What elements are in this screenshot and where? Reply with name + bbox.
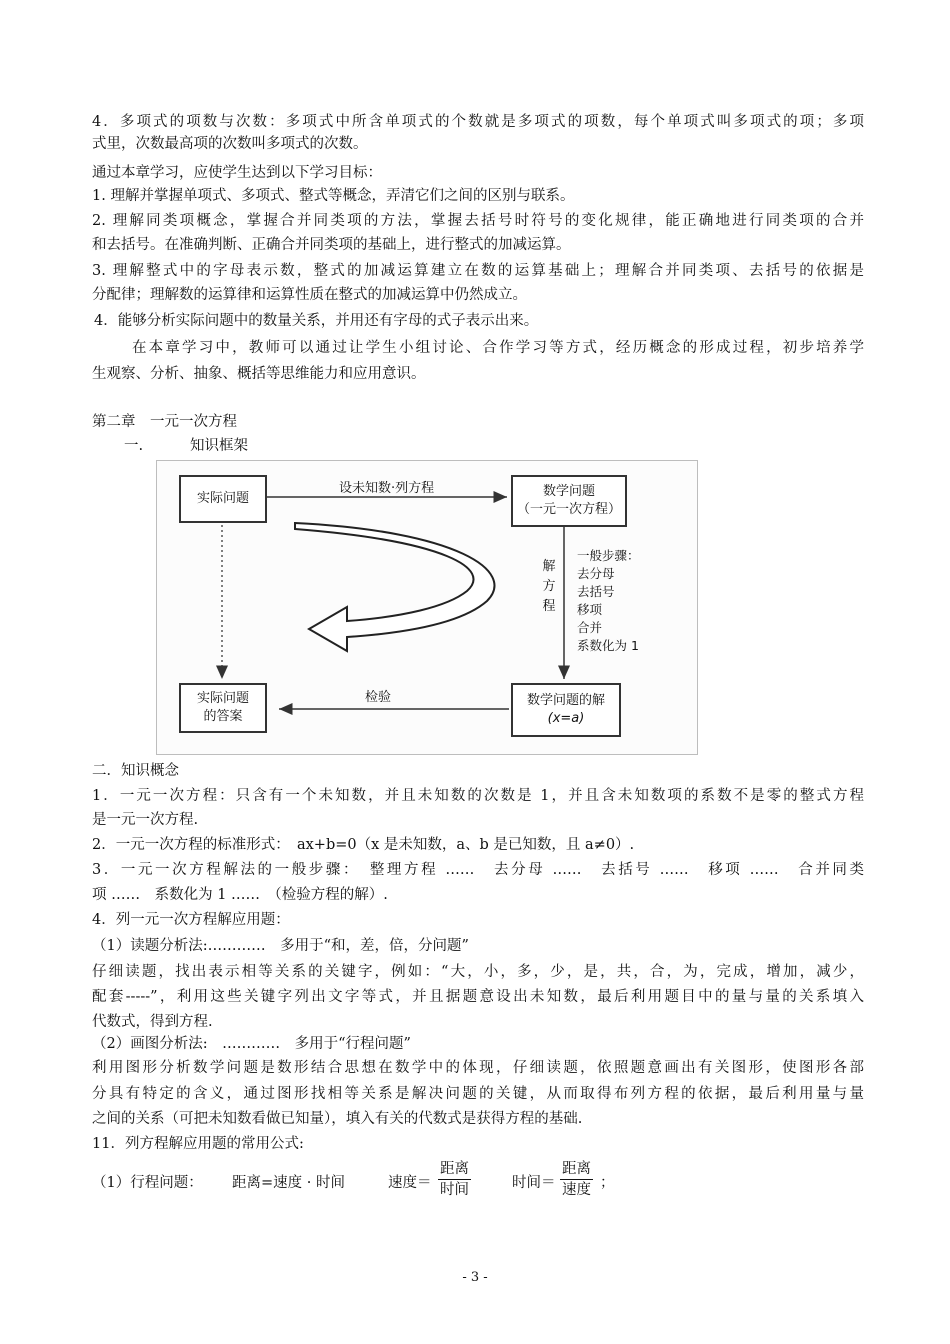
box-label: (x=a) (547, 711, 585, 726)
formula-speed-prefix: 速度＝ (388, 1175, 432, 1191)
formula-label: （1）行程问题： (92, 1175, 203, 1191)
section-title: 知识框架 (190, 438, 248, 454)
paragraph-line: 4．多项式的项数与次数：多项式中所含单项式的个数就是多项式的项数，每个单项式叫多项式的项；多项 (92, 114, 864, 130)
fraction-time (560, 1160, 593, 1200)
step-item: 一般步骤： (577, 548, 640, 563)
box-real-answer (179, 683, 267, 733)
paragraph-line: 生观察、分析、抽象、概括等思维能力和应用意识。 (92, 366, 426, 382)
concept-line: 2．一元一次方程的标准形式： ax+b=0（x 是未知数，a、b 是已知数，且 a≠0）. (92, 837, 635, 853)
step-item: 去分母 (577, 566, 615, 581)
concept-line: 之间的关系（可把未知数看做已知量），填入有关的代数式是获得方程的基础. (92, 1111, 583, 1127)
vertical-char: 解 (542, 559, 556, 574)
paragraph-line: 1. 理解并掌握单项式、多项式、整式等概念，弄清它们之间的区别与联系。 (92, 188, 575, 204)
step-item: 系数化为 1 (577, 638, 639, 653)
paragraph-line: 分配律；理解数的运算律和运算性质在整式的加减运算中仍然成立。 (92, 287, 527, 303)
concept-line: （1）读题分析法:………… 多用于“和，差，倍，分问题” (92, 938, 469, 954)
concept-line: 配套-----”，利用这些关键字列出文字等式，并且据题意设出未知数，最后利用题目中的量与量的关系填入 (92, 989, 864, 1005)
curved-arrow (295, 523, 494, 651)
section-number: 一. (124, 438, 144, 454)
box-math-problem (511, 475, 627, 527)
concept-line: 11．列方程解应用题的常用公式: (92, 1136, 304, 1152)
concept-line: 仔细读题，找出表示相等关系的关键字，例如：“大，小，多，少，是，共，合，为，完成，增加，减少， (92, 964, 864, 980)
steps-list (577, 547, 640, 655)
step-item: 合并 (577, 620, 603, 635)
concept-line: 1．一元一次方程：只含有一个未知数，并且未知数的次数是 1，并且含未知数项的系数不是零的整式方程 (92, 788, 864, 804)
concept-line: （2）画图分析法: ………… 多用于“行程问题” (92, 1036, 411, 1052)
box-label: 数学问题的解 (526, 693, 605, 708)
chapter-title: 第二章 一元一次方程 (92, 414, 237, 430)
concept-line: 代数式，得到方程. (92, 1014, 213, 1030)
concept-line: 项 …… 系数化为 1 …… （检验方程的解）. (92, 887, 388, 903)
concept-line: 是一元一次方程. (92, 812, 199, 828)
step-item: 移项 (577, 602, 603, 617)
box-label: 实际问题 (196, 491, 249, 506)
formula-tail: ； (600, 1175, 615, 1191)
paragraph-line: 2. 理解同类项概念，掌握合并同类项的方法，掌握去括号时符号的变化规律，能正确地进行同类项的合并 (92, 213, 864, 229)
fraction-denominator: 速度 (562, 1182, 591, 1198)
page-number: - 3 - (462, 1270, 488, 1285)
box-real-problem (179, 475, 267, 523)
box-math-solution (511, 683, 621, 737)
arrow-label-check: 检验 (365, 690, 392, 705)
fraction-numerator: 距离 (560, 1160, 593, 1180)
step-item: 去括号 (577, 584, 615, 599)
formula-distance: 距离=速度 · 时间 (232, 1175, 345, 1191)
paragraph-line: 4．能够分析实际问题中的数量关系，并用还有字母的式子表示出来。 (94, 313, 539, 329)
box-label: 实际问题 (196, 691, 249, 706)
concept-line: 4．列一元一次方程解应用题： (92, 912, 290, 928)
box-label: （一元一次方程） (516, 502, 621, 517)
vertical-char: 方 (542, 579, 556, 594)
arrow-label-set-unknown: 设未知数·列方程 (339, 481, 435, 496)
concept-line: 分具有特定的含义，通过图形找相等关系是解决问题的关键，从而取得布列方程的依据，最后利用量与量 (92, 1086, 864, 1102)
vertical-char: 程 (542, 599, 556, 614)
box-label: 数学问题 (542, 484, 595, 499)
fraction-speed (438, 1160, 471, 1200)
paragraph-line: 3. 理解整式中的字母表示数，整式的加减运算建立在数的运算基础上；理解合并同类项、去括号的依据是 (92, 263, 864, 279)
box-label: 的答案 (203, 709, 243, 724)
paragraph-line: 通过本章学习，应使学生达到以下学习目标： (92, 165, 382, 181)
concept-line: 3．一元一次方程解法的一般步骤： 整理方程 …… 去分母 …… 去括号 …… 移项 …… 合并同类 (92, 862, 864, 878)
label-solve-equation (541, 557, 557, 617)
paragraph-line: 式里，次数最高项的次数叫多项式的次数。 (92, 136, 368, 152)
fraction-numerator: 距离 (438, 1160, 471, 1180)
fraction-denominator: 时间 (440, 1182, 469, 1198)
paragraph-line: 和去括号。在准确判断、正确合并同类项的基础上，进行整式的加减运算。 (92, 237, 571, 253)
concept-line: 利用图形分析数学问题是数形结合思想在数学中的体现，仔细读题，依照题意画出有关图形，使图形各部 (92, 1060, 864, 1076)
knowledge-framework-diagram (156, 460, 698, 755)
paragraph-line: 在本章学习中，教师可以通过让学生小组讨论、合作学习等方式，经历概念的形成过程，初步培养学 (132, 340, 864, 356)
section-title: 二．知识概念 (92, 763, 179, 779)
formula-time-prefix: 时间＝ (512, 1175, 556, 1191)
